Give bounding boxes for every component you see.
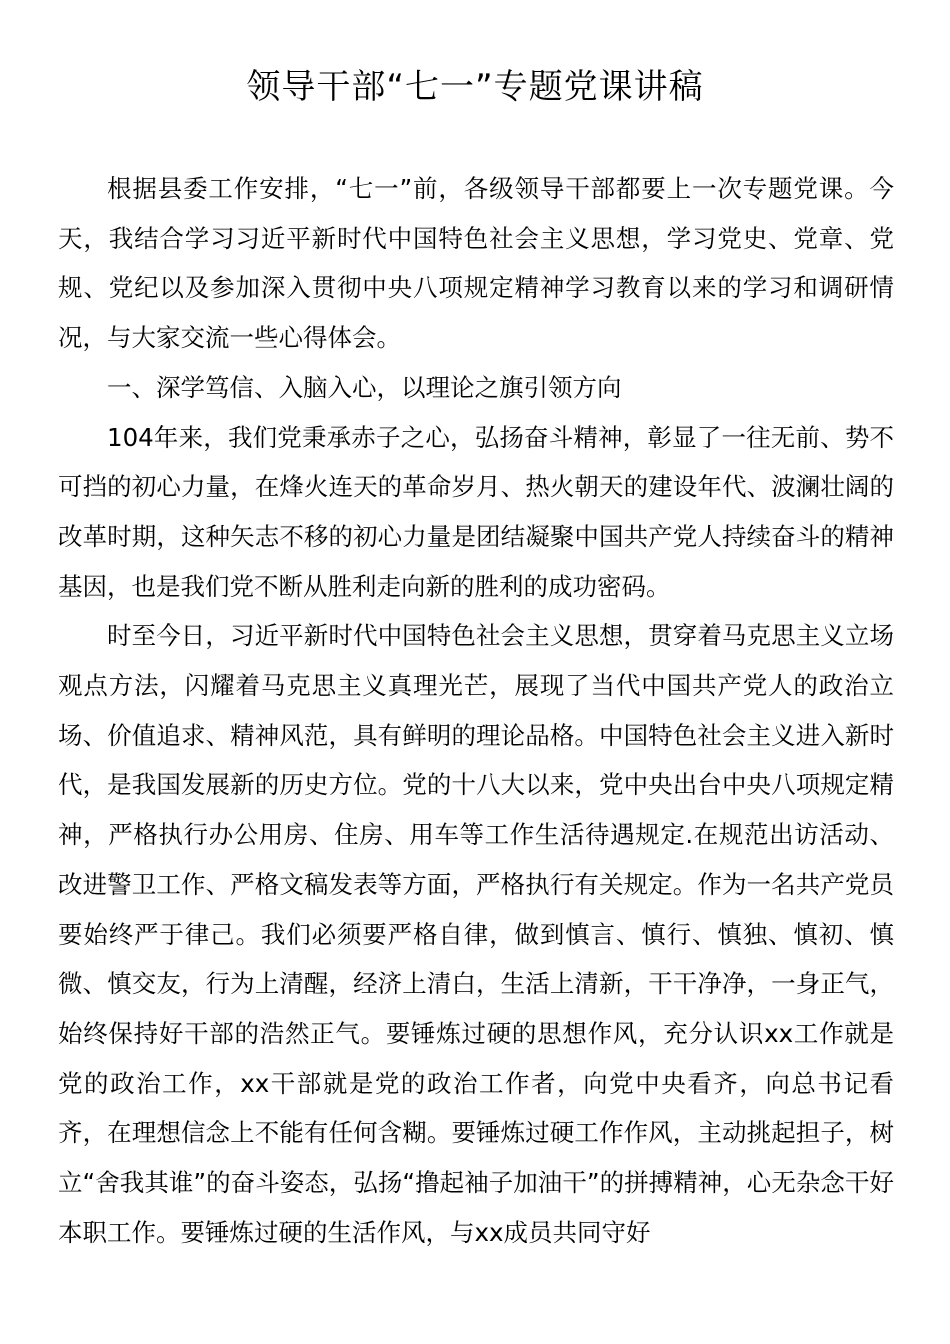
intro-paragraph: 根据县委工作安排，“七一”前，各级领导干部都要上一次专题党课。今天，我结合学习习近平新时代中国特色社会主义思想，学习党史、党章、党规、党纪以及参加深入贯彻中央八项规定精神学习教育以来的学习和调研情况，与大家交流一些心得体会。 [58,174,894,353]
document-title: 领导干部“七一”专题党课讲稿 [246,67,704,107]
body-paragraph: 104年来，我们党秉承赤子之心，弘扬奋斗精神，彰显了一往无前、势不可挡的初心力量，在烽火连天的革命岁月、热火朝天的建设年代、波澜壮阔的改革时期，这种矢志不移的初心力量是团结凝聚中国共产党人持续奋斗的精神基因，也是我们党不断从胜利走向新的胜利的成功密码。 [58,422,894,601]
body-paragraph: 时至今日，习近平新时代中国特色社会主义思想，贯穿着马克思主义立场观点方法，闪耀着马克思主义真理光芒，展现了当代中国共产党人的政治立场、价值追求、精神风范，具有鲜明的理论品格。中国特色社会主义进入新时代，是我国发展新的历史方位。党的十八大以来，党中央出台中央八项规定精神，严格执行办公用房、住房、用车等工作生活待遇规定.在规范出访活动、改进警卫工作、严格文稿发表等方面，严格执行有关规定。作为一名共产党员要始终严于律己。我们必须要严格自律，做到慎言、慎行、慎独、慎初、慎微、慎交友，行为上清醒，经济上清白，生活上清新，干干净净，一身正气，始终保持好干部的浩然正气。要锤炼过硬的思想作风，充分认识xx工作就是党的政治工作，xx干部就是党的政治工作者，向党中央看齐，向总书记看齐，在理想信念上不能有任何含糊。要锤炼过硬工作作风，主动挑起担子，树立“舍我其谁”的奋斗姿态，弘扬“撸起袖子加油干”的拼搏精神，心无杂念干好本职工作。要锤炼过硬的生活作风，与xx成员共同守好 [58,621,894,1247]
document-body [58,164,894,1257]
section-heading-1: 一、深学笃信、入脑入心，以理论之旗引领方向 [107,372,622,402]
